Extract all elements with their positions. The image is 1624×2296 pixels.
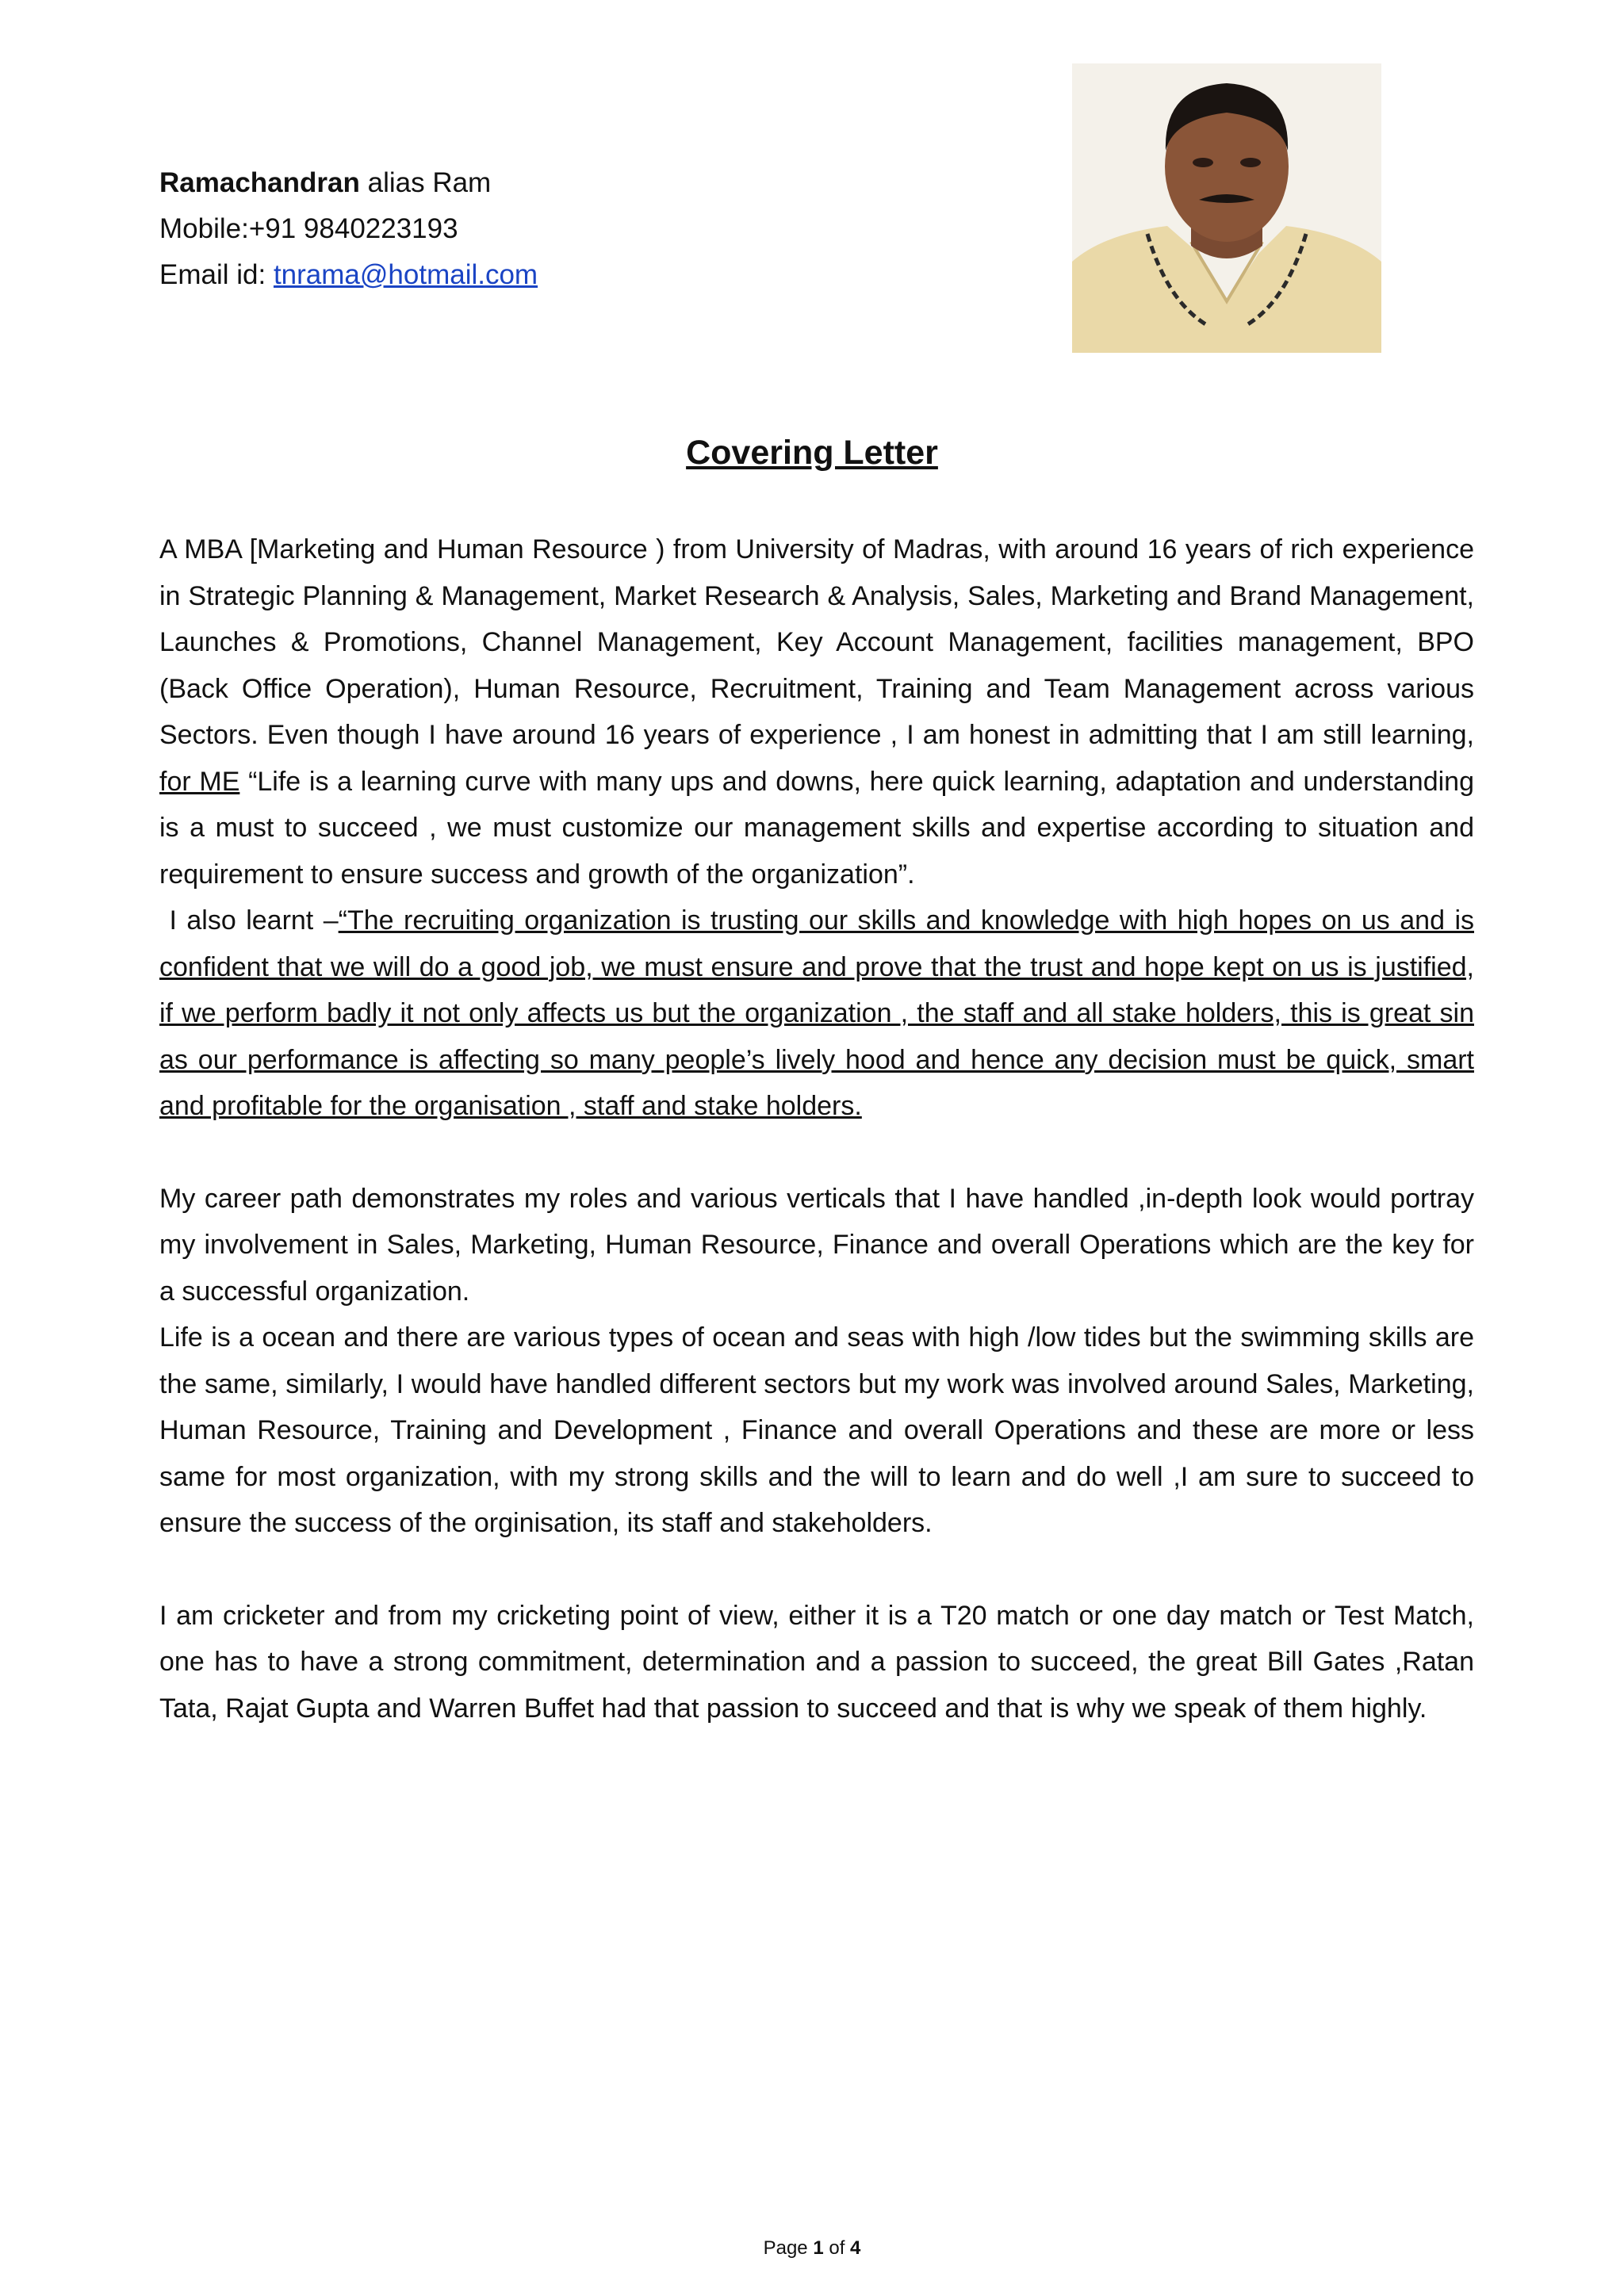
learnt-intro: I also learnt – (169, 905, 339, 936)
career-text: My career path demonstrates my roles and various verticals that I have handled ,in-depth look would portray my involvement in Sales, Marketing, Human Resource, Finance and overall Operations which are the key for a successful organization. (159, 1183, 1474, 1307)
email-link[interactable]: tnrama@hotmail.com (273, 259, 538, 290)
learnt-quote: “The recruiting organization is trusting our skills and knowledge with high hopes on us and is confident that we will do a good job, we must ensure and prove that the trust and hope kept on us is justified, if we perform badly it not only affects us but the organization , the staff and all stake holders, this is great sin as our performance is affecting so many people’s lively hood and hence any decision must be quick, smart and profitable for the organisation , staff and stake holders. (159, 905, 1474, 1121)
paragraph-cricket: I am cricketer and from my cricketing point of view, either it is a T20 match or one day match or Test Match, one has to have a strong commitment, determination and a passion to succeed, the great Bill Gates ,Ratan Tata, Rajat Gupta and Warren Buffet had that passion to succeed and that is why we speak of them highly. (159, 1600, 1474, 1724)
contact-block (159, 160, 538, 298)
total-pages: 4 (850, 2237, 861, 2259)
page-title: Covering Letter (686, 434, 938, 472)
email-label: Email id: (159, 259, 266, 290)
paragraph-intro (159, 526, 1474, 1130)
candidate-name: Ramachandran (159, 167, 360, 198)
current-page: 1 (813, 2237, 824, 2259)
profile-photo (1072, 63, 1381, 353)
email-line (159, 252, 538, 298)
page-of: of (829, 2237, 845, 2259)
page-label: Page (763, 2237, 808, 2259)
intro-text: A MBA [Marketing and Human Resource ) from University of Madras, with around 16 years of rich experience in Strategic Planning & Management, Market Research & Analysis, Sales, Marketing and Brand Management, Launches & Promotions, Channel Management, Key Account Management, facilities management, BPO (Back Office Operation), Human Resource, Recruitment, Training and Team Management across various Sectors. Even though I have around 16 years of experience , I am honest in admitting that I am still learning, (159, 534, 1474, 750)
candidate-alias: alias Ram (367, 167, 492, 198)
page-footer (0, 2237, 1624, 2260)
for-me-underlined: for ME (159, 766, 240, 797)
ocean-text: Life is a ocean and there are various types of ocean and seas with high /low tides but the swimming skills are the same, similarly, I would have handled different sectors but my work was involved around Sales, Marketing, Human Resource, Training and Development , Finance and overall Operations and these are more or less same for most organization, with my strong skills and the will to learn and do well ,I am sure to succeed to ensure the success of the orginisation, its staff and stakeholders. (159, 1322, 1474, 1538)
paragraph-career (159, 1176, 1474, 1547)
mobile-line: Mobile:+91 9840223193 (159, 213, 458, 244)
letter-body (159, 526, 1474, 1777)
name-line (159, 160, 538, 206)
learning-quote: “Life is a learning curve with many ups and downs, here quick learning, adaptation and understanding is a must to succeed , we must customize our management skills and expertise according to situation and requirement to ensure success and growth of the organization”. (159, 766, 1474, 890)
